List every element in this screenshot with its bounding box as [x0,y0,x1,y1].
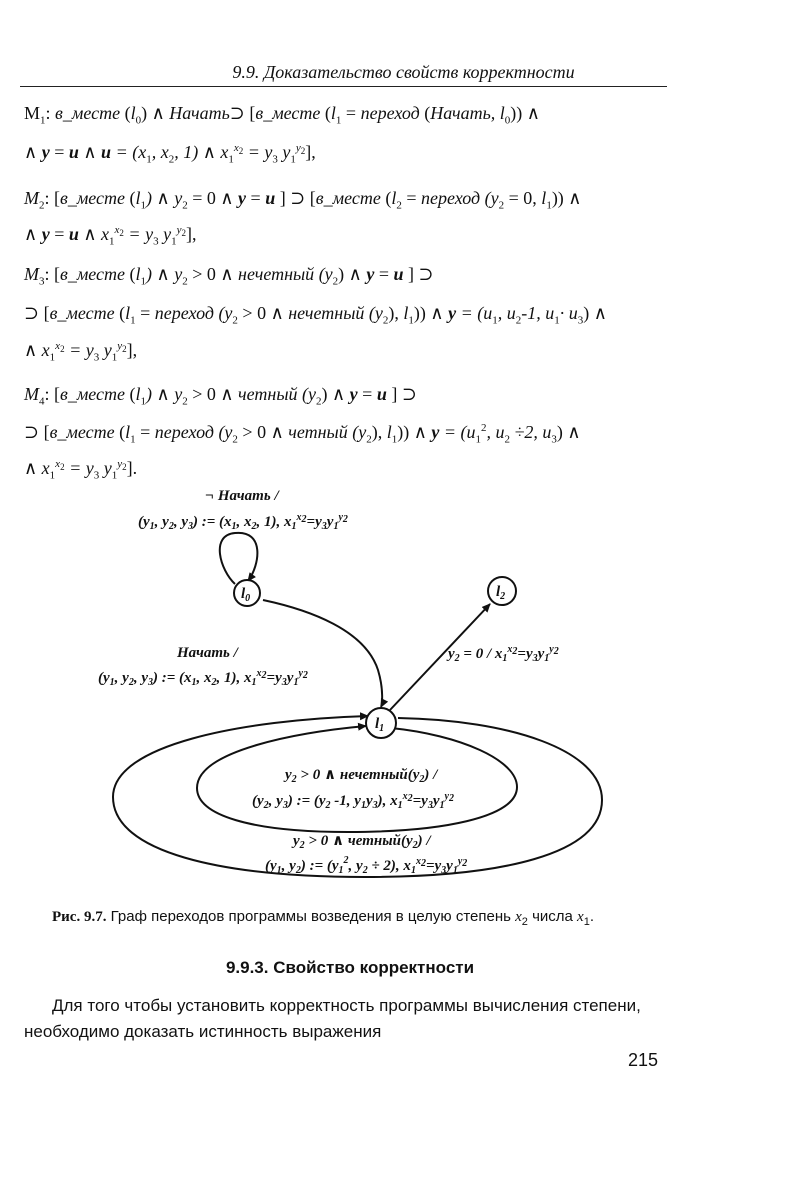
svg-text:l2: $l_2$ [496,584,506,602]
section-title: 9.9.3. Свойство корректности [225,958,475,977]
label-l0-l1-condition: Начать / [177,645,238,661]
m4-label: M [24,384,39,404]
label-l1-l2: $y_2 = 0 / x_1^x2=y_3y_1^y2$ [448,644,559,664]
label-loop-l0-action: ($y_1$, $y_2$, $y_3$) := ($x_1$, $x_2$, 1), $x_1^x2=y_3y_1^y2$ [138,512,348,532]
svg-text:l0: $l_0$ [241,586,251,604]
formula-m3-line2: ⊃ [в_месте ($l_1$ = переход ($y_2 > 0$ ∧ нечетный $(y_2)$, $l_1$)) ∧ $y = (u_1$, $u_2-1$, $u_1\cdot u_3$) ∧ [24,303,607,327]
edge-loop-l0 [220,533,258,584]
node-l1 [366,708,396,738]
formula-m3-line1: $M_3$: [в_месте $(l_1)$ ∧ $y_2 > 0$ ∧ нечетный $(y_2)$ ∧ y = u ] ⊃ [24,264,434,288]
edge-l0-to-l1 [263,600,382,707]
page-number: 215 [628,1050,659,1070]
running-head: 9.9. Доказательство свойств корректности [232,62,575,82]
formula-m1-line2: ∧ y = u ∧ $u = (x_1$, $x_2$, 1) ∧ $x_1^{x_2} = y_3$ $y_1^{y_2}$], [24,142,316,166]
label-outer-loop-action: ($y_1$, $y_2$) := ($y_1^2$, $y_2 \div 2$), $x_1^x2=y_3y_1^y2$ [265,855,468,876]
node-l0 [234,580,260,606]
body-line-1: Для того чтобы установить корректность программы вычисления степени, [52,996,641,1015]
m1-label: M [24,103,41,123]
formula-m2-line1: $M_2$: [в_месте $(l_1)$ ∧ $y_2 = 0$ ∧ y = u ] ⊃ [в_месте ($l_2$ = переход ($y_2 = 0$, $l_1$)) ∧ [24,188,582,212]
transition-graph [80,480,640,900]
formula-m3-line3: ∧ $x_1^{x_2} = y_3$ $y_1^{y_2}$], [24,340,138,364]
m2-label: M [24,188,39,208]
header-rule [20,86,667,87]
m3-label: M [24,264,39,284]
formula-m1-line1: $M_1$: в_месте $(l_0)$ ∧ Начать⊃ [в_месте ($l_1$ = переход (Начать, $l_0$)) ∧ [24,103,540,127]
label-inner-loop-condition: $y_2 > 0$ ∧ $нечетный(y_2)$ / [285,767,438,785]
body-line-2: необходимо доказать истинность выражения [24,1022,382,1041]
label-loop-l0-condition: ¬ Начать / [205,488,279,504]
label-l0-l1-action: ($y_1$, $y_2$, $y_3$) := ($x_1$, $x_2$, 1), $x_1^x2=y_3y_1^y2$ [98,668,308,688]
formula-m4-line1: $M_4$: [в_месте $(l_1)$ ∧ $y_2 > 0$ ∧ четный $(y_2)$ ∧ y = u ] ⊃ [24,384,417,408]
label-outer-loop-condition: $y_2 > 0$ ∧ $четный(y_2)$ / [293,833,431,851]
node-l2 [488,577,516,605]
figure-caption: Рис. 9.7. Граф переходов программы возведения в целую степень $x_2$ числа $x_1$. [52,908,594,928]
body-paragraph [24,993,692,1045]
formula-m4-line2: ⊃ [в_месте ($l_1$ = переход ($y_2 > 0$ ∧ четный $(y_2)$, $l_1$)) ∧ $y = (u_1^2$, $u_2 \div 2$, $u_3$) ∧ [24,422,581,446]
formula-m2-line2: ∧ y = u ∧ $x_1^{x_2} = y_3$ $y_1^{y_2}$], [24,224,197,248]
svg-text:l1: $l_1$ [375,716,385,734]
label-inner-loop-action: ($y_2$, $y_3$) := ($y_2$ -1, $y_1y_3$), $x_1^x2=y_3y_1^y2$ [252,791,454,811]
formula-m4-line3: ∧ $x_1^{x_2} = y_3$ $y_1^{y_2}$]. [24,458,138,482]
